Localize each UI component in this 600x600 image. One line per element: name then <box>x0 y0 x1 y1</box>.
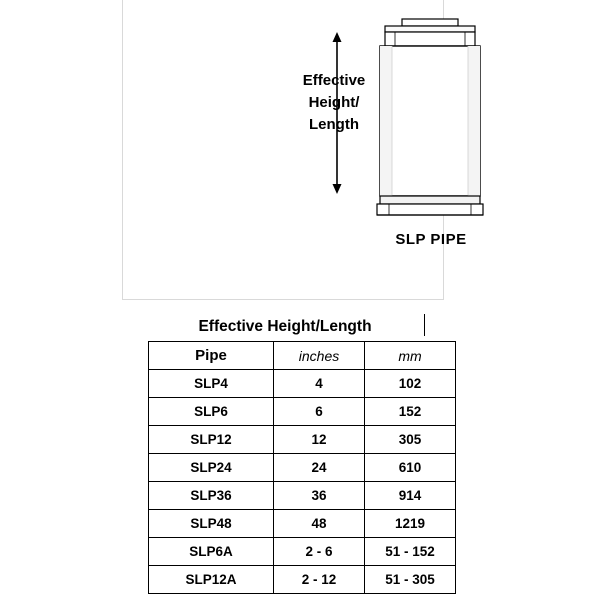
cell-pipe: SLP12 <box>149 426 274 454</box>
effective-label-line-1: Effective <box>302 72 366 89</box>
cell-pipe: SLP6 <box>149 398 274 426</box>
effective-label-line-3: Length <box>309 115 359 133</box>
cell-inches: 2 - 12 <box>274 566 365 594</box>
cell-mm: 152 <box>365 398 456 426</box>
effective-height-length-label <box>289 70 379 135</box>
table-row <box>149 510 456 538</box>
cell-mm: 305 <box>365 426 456 454</box>
cell-inches: 48 <box>274 510 365 538</box>
slp-pipe-illustration <box>371 18 489 220</box>
table-row <box>149 454 456 482</box>
cell-pipe: SLP24 <box>149 454 274 482</box>
table-header-row <box>149 342 456 370</box>
table-row <box>149 538 456 566</box>
column-header-mm: mm <box>365 342 456 370</box>
cell-inches: 6 <box>274 398 365 426</box>
cell-pipe: SLP12A <box>149 566 274 594</box>
cell-pipe: SLP36 <box>149 482 274 510</box>
cell-inches: 12 <box>274 426 365 454</box>
table-row <box>149 370 456 398</box>
cell-inches: 2 - 6 <box>274 538 365 566</box>
cell-mm: 51 - 305 <box>365 566 456 594</box>
cell-mm: 914 <box>365 482 456 510</box>
pipe-caption: SLP PIPE <box>395 231 467 248</box>
cell-mm: 51 - 152 <box>365 538 456 566</box>
cell-inches: 24 <box>274 454 365 482</box>
table-row <box>149 398 456 426</box>
table-row <box>149 482 456 510</box>
cell-inches: 4 <box>274 370 365 398</box>
table-row <box>149 426 456 454</box>
column-header-pipe: Pipe <box>149 342 274 370</box>
cell-mm: 102 <box>365 370 456 398</box>
cell-mm: 1219 <box>365 510 456 538</box>
cell-inches: 36 <box>274 482 365 510</box>
effective-label-line-2: Height/ <box>308 93 360 111</box>
column-header-inches: inches <box>274 342 365 370</box>
table-row <box>149 566 456 594</box>
cell-pipe: SLP6A <box>149 538 274 566</box>
table-title: Effective Height/Length <box>198 318 372 335</box>
cell-mm: 610 <box>365 454 456 482</box>
diagram-panel <box>122 0 467 300</box>
effective-height-length-table <box>148 341 456 594</box>
cell-pipe: SLP48 <box>149 510 274 538</box>
cell-pipe: SLP4 <box>149 370 274 398</box>
